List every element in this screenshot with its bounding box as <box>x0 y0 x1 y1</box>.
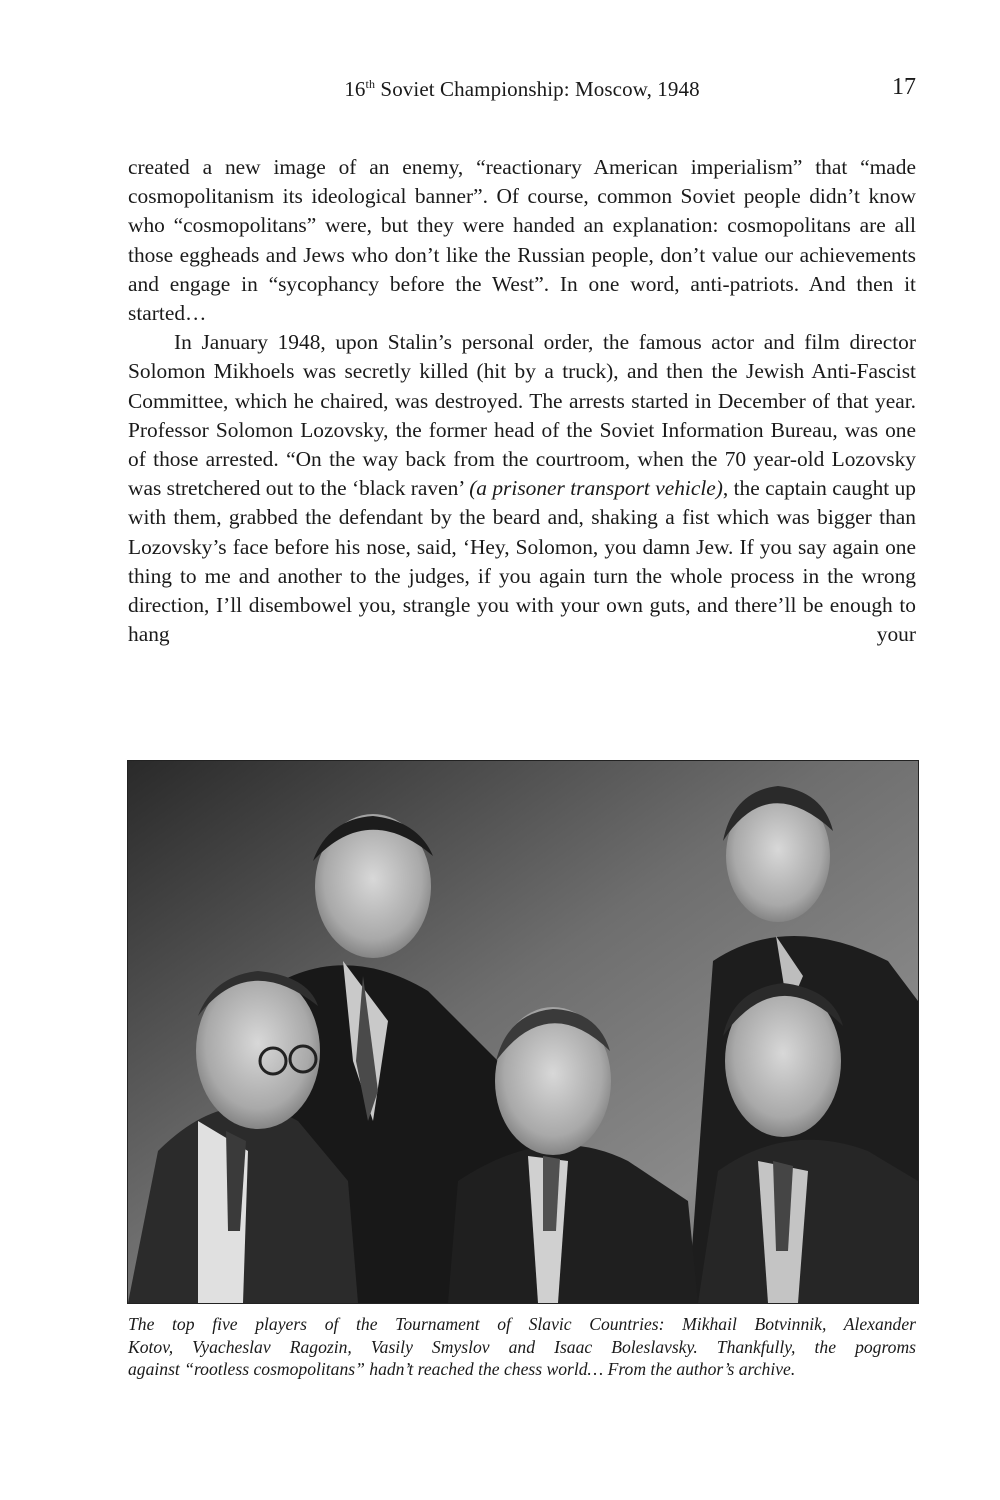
photo-illustration <box>128 761 918 1303</box>
title-text: Soviet Championship: Moscow, 1948 <box>375 77 700 101</box>
title-number: 16 <box>344 77 366 101</box>
photo-caption <box>128 1313 916 1381</box>
running-head-title <box>128 77 916 102</box>
paragraph-continued: created a new image of an enemy, “reactionary American imperialism” that “made cosmopolitanism its ideological banner”. Of course, common Soviet people didn’t know who “cosmopolitans” were, but they were handed an explanation: cosmopolitans are all those eggheads and Jews who don’t like the Russian people, don’t value our achievements and engage in “sycophancy before the West”. In one word, anti-patriots. And then it started… <box>128 155 916 326</box>
caption-line: against “rootless cosmopolitans” hadn’t reached the chess world… From the author’s archive. <box>128 1359 796 1379</box>
paragraph-text-b: , the captain caught up with them, grabbed the defendant by the beard and, shaking a fist which was bigger than Lozovsky’s face before his nose, said, ‘Hey, Solomon, you damn Jew. If you say again one thing to me and another to the judges, if you again turn the whole process in the wrong direction, I’ll disembowel you, strangle you with your own guts, and there’ll be enough to hang your <box>128 476 916 647</box>
caption-line: The top five players of the Tournament of Slavic Countries: Mikhail Botvinnik, Alexander <box>128 1314 916 1334</box>
paragraph-mikhoels <box>128 328 916 649</box>
running-head <box>128 74 916 108</box>
title-ordinal-suffix: th <box>365 77 376 91</box>
photograph-chess-players <box>127 760 919 1304</box>
page-number: 17 <box>892 74 916 100</box>
body-text <box>128 153 916 649</box>
caption-line: Kotov, Vyacheslav Ragozin, Vasily Smyslov and Isaac Boleslavsky. Thankfully, the pogroms <box>128 1336 916 1357</box>
paragraph-italic-aside: (a prisoner transport vehicle) <box>469 476 723 501</box>
paragraph-text-a: In January 1948, upon Stalin’s personal order, the famous actor and film director Solomon Mikhoels was secretly killed (hit by a truck), and then the Jewish Anti-Fascist Committee, which he chaired, was destroyed. The arrests started in December of that year. Professor Solomon Lozovsky, the former head of the Soviet Information Bureau, was one of those arrested. “On the way back from the courtroom, when the 70 year-old Lozovsky was stretchered out to the ‘black raven’ <box>128 330 916 501</box>
